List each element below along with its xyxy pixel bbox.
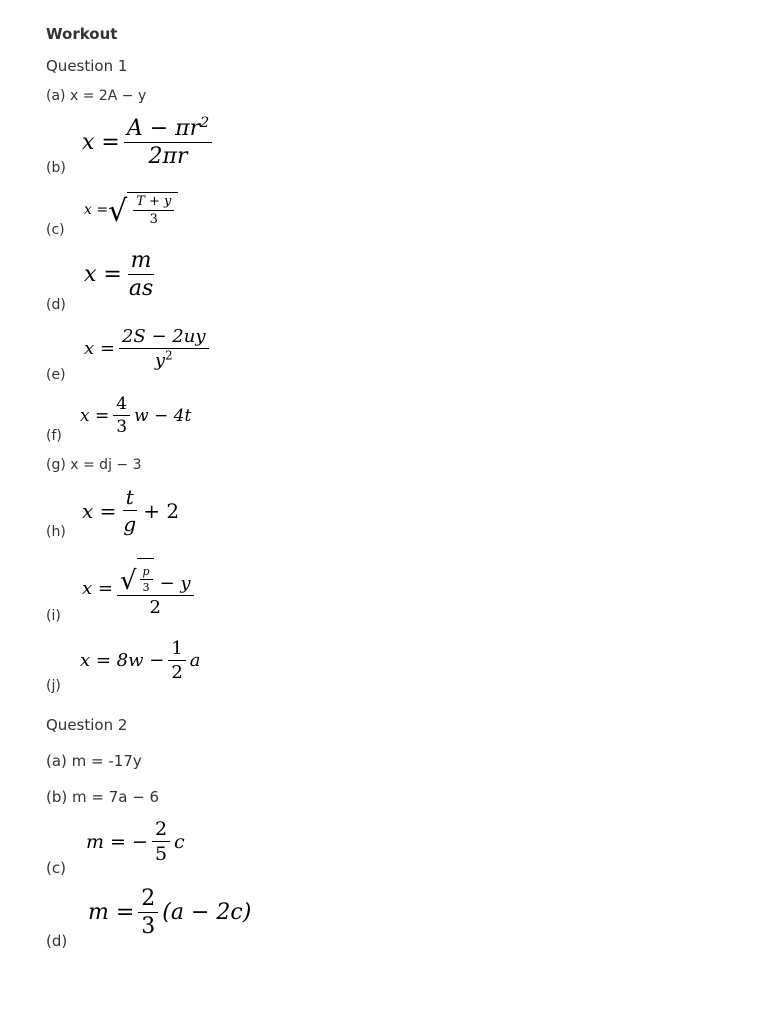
fraction	[117, 558, 194, 618]
denominator: 2πr	[148, 144, 188, 169]
lhs: x =	[84, 338, 115, 359]
question-1-heading: Question 1	[46, 57, 128, 75]
q1-label-c: (c)	[46, 222, 65, 238]
denominator: as	[128, 276, 154, 301]
q1-answer-j-equation	[80, 638, 201, 683]
fraction	[168, 638, 185, 683]
q1-label-i: (i)	[46, 608, 61, 624]
denominator: g	[123, 512, 137, 536]
q2-label-d: (d)	[46, 932, 68, 950]
q1-answer-d-equation	[84, 248, 160, 301]
q1-answer-f-equation	[80, 394, 191, 437]
q2-answer-a: (a) m = -17y	[46, 752, 142, 770]
lhs: x =	[80, 405, 110, 426]
denominator: 2	[171, 662, 183, 683]
denominator: y	[154, 350, 166, 371]
lhs: m =	[88, 900, 135, 925]
radical-sign-icon: √	[108, 194, 128, 229]
square-root	[108, 192, 178, 227]
rest: a	[189, 650, 201, 671]
q1-answer-i-equation	[82, 558, 198, 618]
fraction	[124, 116, 212, 169]
q1-label-d: (d)	[46, 297, 66, 313]
denominator: 3	[149, 212, 158, 227]
q1-answer-h-equation	[82, 485, 179, 536]
numerator: 4	[113, 394, 130, 416]
q1-label-e: (e)	[46, 367, 66, 383]
inner-fraction	[140, 565, 153, 594]
exponent: 2	[165, 348, 173, 363]
denominator: 3	[141, 914, 156, 939]
lhs: m = −	[86, 830, 148, 853]
denominator: 2	[149, 597, 161, 618]
numerator: m	[128, 248, 155, 275]
rest: + 2	[143, 498, 180, 523]
denominator: 3	[116, 417, 128, 437]
fraction	[152, 818, 170, 865]
q1-answer-c-equation	[84, 192, 178, 227]
numerator: 2S − 2uy	[119, 326, 209, 349]
q2-answer-b: (b) m = 7a − 6	[46, 788, 160, 806]
q1-answer-a: (a) x = 2A − y	[46, 88, 147, 104]
exponent: 2	[200, 115, 210, 132]
numerator: A − πr	[126, 116, 201, 141]
q1-label-f: (f)	[46, 428, 62, 444]
lhs: x =	[82, 498, 117, 523]
q1-label-b: (b)	[46, 160, 66, 176]
page-title: Workout	[46, 25, 118, 43]
lhs: x =	[82, 130, 120, 155]
numerator: 1	[168, 638, 185, 661]
rest: w − 4t	[134, 405, 192, 426]
q1-label-j: (j)	[46, 678, 61, 694]
q1-answer-e-equation	[84, 326, 213, 371]
fraction	[119, 326, 209, 371]
q2-answer-c-equation	[86, 818, 185, 865]
lhs: x =	[84, 262, 122, 287]
fraction	[120, 485, 139, 536]
fraction	[126, 248, 156, 301]
numerator: T + y	[133, 194, 174, 211]
numerator-rest: − y	[159, 573, 191, 594]
inner-denominator: 3	[142, 581, 150, 594]
square-root	[120, 558, 154, 594]
numerator: 2	[152, 818, 170, 842]
q1-answer-b-equation	[82, 116, 216, 169]
fraction	[138, 886, 158, 939]
rest: (a − 2c)	[162, 900, 252, 925]
question-2-heading: Question 2	[46, 716, 128, 734]
q2-label-c: (c)	[46, 859, 66, 877]
q1-answer-g: (g) x = dj − 3	[46, 457, 142, 473]
rest: c	[174, 830, 185, 853]
inner-numerator: p	[140, 565, 153, 580]
fraction	[113, 394, 130, 437]
q2-answer-d-equation	[88, 886, 251, 939]
lhs: x =	[84, 201, 109, 218]
fraction	[133, 194, 174, 227]
q1-label-h: (h)	[46, 524, 66, 540]
lhs: x =	[82, 577, 113, 599]
radical-sign-icon: √	[119, 566, 137, 596]
denominator: 5	[154, 843, 168, 865]
numerator: 2	[138, 886, 158, 913]
numerator: t	[123, 485, 137, 511]
lhs: x = 8w −	[80, 650, 165, 671]
